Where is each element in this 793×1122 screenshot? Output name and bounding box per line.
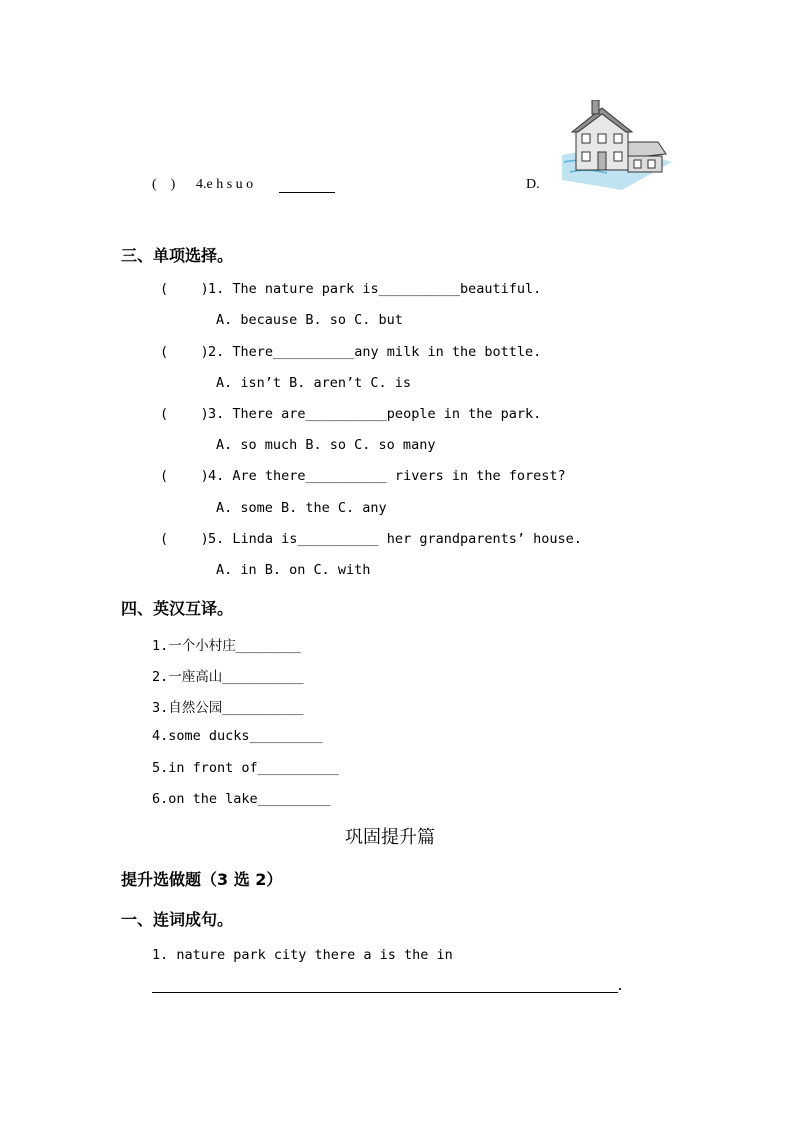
q3-text: 3. There are__________people in the park. — [208, 406, 542, 422]
q4-options: A. some B. the C. any — [216, 500, 387, 516]
translate-item-4: 4.some ducks_________ — [152, 728, 323, 744]
q5-options: A. in B. on C. with — [216, 562, 371, 578]
translate-item-6: 6.on the lake_________ — [152, 791, 331, 807]
part-title: 巩固提升篇 — [345, 827, 435, 848]
q2-paren: ( ) — [160, 344, 209, 360]
translate-item-5: 5.in front of__________ — [152, 760, 339, 776]
scrambled-word: 4.e h s u o — [196, 177, 254, 192]
option-label: D. — [526, 177, 540, 192]
q3-options: A. so much B. so C. so many — [216, 437, 436, 453]
q3-paren: ( ) — [160, 406, 209, 422]
q2-options: A. isn’t B. aren’t C. is — [216, 375, 412, 391]
q2-text: 2. There__________any milk in the bottle. — [208, 344, 542, 360]
sentence-answer-line — [152, 992, 618, 993]
section3-title: 三、单项选择。 — [121, 246, 234, 265]
section4-title: 四、英汉互译。 — [121, 599, 234, 618]
q1-text: 1. The nature park is__________beautiful. — [208, 281, 542, 297]
q5-text: 5. Linda is__________ her grandparents’ house. — [208, 531, 582, 547]
translate-item-2: 2.一座高山__________ — [152, 669, 304, 685]
answer-paren: ( ) — [152, 177, 176, 192]
q4-paren: ( ) — [160, 468, 209, 484]
translate-item-3: 3.自然公园__________ — [152, 700, 304, 716]
house-picture — [562, 100, 672, 190]
sentence-q1: 1. nature park city there a is the in — [152, 947, 453, 963]
translate-item-1: 1.一个小村庄________ — [152, 638, 301, 654]
q5-paren: ( ) — [160, 531, 209, 547]
q1-paren: ( ) — [160, 281, 209, 297]
q1-options: A. because B. so C. but — [216, 312, 403, 328]
sentence-end-mark: . — [616, 978, 625, 994]
answer-blank — [279, 192, 335, 193]
section1-title: 一、连词成句。 — [121, 910, 234, 929]
choose-title: 提升选做题（3 选 2） — [121, 870, 283, 889]
q4-text: 4. Are there__________ rivers in the forest? — [208, 468, 566, 484]
